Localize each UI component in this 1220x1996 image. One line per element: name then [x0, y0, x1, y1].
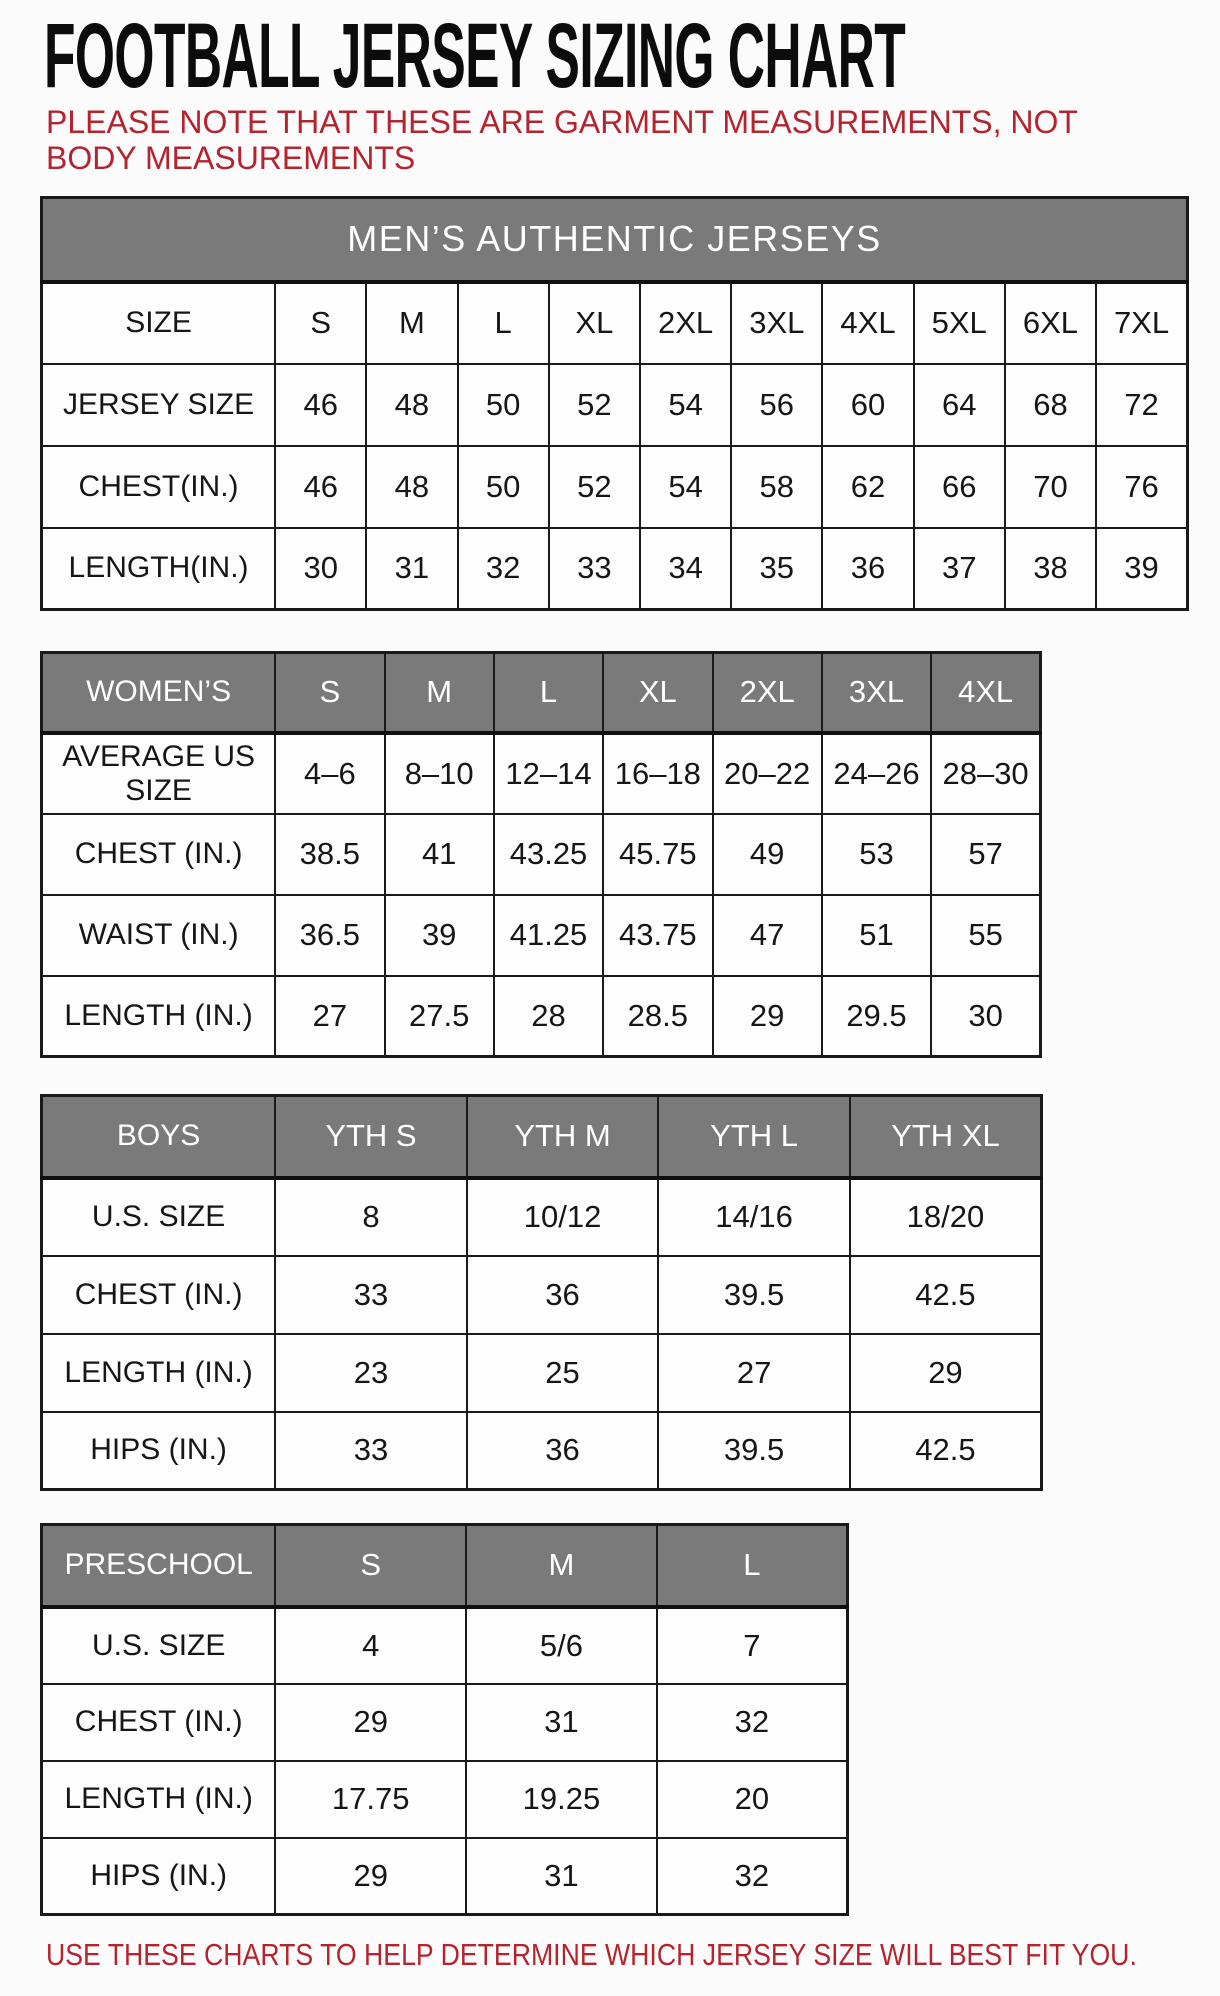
mens-row [42, 528, 1188, 610]
womens-data-cell: 29.5 [822, 976, 931, 1057]
womens-sizing-table [40, 651, 1042, 1058]
preschool-header-cell: L [657, 1525, 848, 1607]
page-title-text: FOOTBALL JERSEY SIZING CHART [44, 5, 906, 107]
preschool-data-cell: 19.25 [466, 1761, 657, 1838]
boys-row-label: CHEST (IN.) [42, 1256, 276, 1334]
preschool-header-cell: S [275, 1525, 466, 1607]
womens-data-cell: 45.75 [603, 814, 712, 895]
preschool-data-cell: 17.75 [275, 1761, 466, 1838]
preschool-header-row [42, 1525, 848, 1607]
preschool-data-cell: 7 [657, 1607, 848, 1684]
preschool-row [42, 1761, 848, 1838]
mens-data-cell: 52 [549, 446, 640, 528]
mens-data-cell: 31 [366, 528, 457, 610]
mens-data-cell: 5XL [914, 282, 1005, 364]
mens-data-cell: 4XL [822, 282, 913, 364]
mens-data-cell: 46 [275, 364, 366, 446]
mens-data-cell: 52 [549, 364, 640, 446]
boys-data-cell: 27 [658, 1334, 850, 1412]
mens-banner-title: MEN’S AUTHENTIC JERSEYS [42, 198, 1188, 282]
womens-header-cell: M [385, 653, 494, 733]
mens-data-cell: S [275, 282, 366, 364]
preschool-data-cell: 4 [275, 1607, 466, 1684]
mens-row-label: SIZE [42, 282, 276, 364]
womens-data-cell: 36.5 [275, 895, 384, 976]
boys-row-label: U.S. SIZE [42, 1178, 276, 1256]
womens-data-cell: 28–30 [931, 733, 1040, 814]
preschool-data-cell: 32 [657, 1684, 848, 1761]
mens-data-cell: 62 [822, 446, 913, 528]
boys-row-label: HIPS (IN.) [42, 1412, 276, 1490]
preschool-data-cell: 20 [657, 1761, 848, 1838]
mens-row [42, 282, 1188, 364]
womens-data-cell: 16–18 [603, 733, 712, 814]
mens-row-label: JERSEY SIZE [42, 364, 276, 446]
womens-header-cell: L [494, 653, 603, 733]
mens-data-cell: 39 [1096, 528, 1187, 610]
womens-data-cell: 39 [385, 895, 494, 976]
boys-data-cell: 29 [850, 1334, 1042, 1412]
mens-data-cell: 58 [731, 446, 822, 528]
womens-data-cell: 30 [931, 976, 1040, 1057]
mens-data-cell: 38 [1005, 528, 1096, 610]
boys-data-cell: 25 [467, 1334, 659, 1412]
womens-data-cell: 55 [931, 895, 1040, 976]
preschool-row-label: HIPS (IN.) [42, 1838, 276, 1915]
boys-row [42, 1178, 1042, 1256]
womens-data-cell: 27 [275, 976, 384, 1057]
mens-data-cell: 48 [366, 446, 457, 528]
preschool-row [42, 1838, 848, 1915]
boys-header-label: BOYS [42, 1096, 276, 1178]
preschool-header-label: PRESCHOOL [42, 1525, 276, 1607]
mens-data-cell: 50 [458, 364, 549, 446]
preschool-data-cell: 29 [275, 1838, 466, 1915]
womens-header-cell: 2XL [713, 653, 822, 733]
mens-row-label: LENGTH(IN.) [42, 528, 276, 610]
boys-row [42, 1412, 1042, 1490]
preschool-sizing-table [40, 1523, 849, 1916]
boys-data-cell: 36 [467, 1256, 659, 1334]
mens-data-cell: 33 [549, 528, 640, 610]
womens-data-cell: 28.5 [603, 976, 712, 1057]
womens-data-cell: 20–22 [713, 733, 822, 814]
womens-data-cell: 29 [713, 976, 822, 1057]
mens-data-cell: 30 [275, 528, 366, 610]
womens-data-cell: 49 [713, 814, 822, 895]
boys-header-cell: YTH M [467, 1096, 659, 1178]
womens-data-cell: 38.5 [275, 814, 384, 895]
womens-row-label: CHEST (IN.) [42, 814, 276, 895]
preschool-data-cell: 5/6 [466, 1607, 657, 1684]
womens-row [42, 895, 1041, 976]
mens-row-label: CHEST(IN.) [42, 446, 276, 528]
boys-header-row [42, 1096, 1042, 1178]
mens-data-cell: 68 [1005, 364, 1096, 446]
mens-data-cell: XL [549, 282, 640, 364]
womens-header-cell: 4XL [931, 653, 1040, 733]
womens-row-label: AVERAGE US SIZE [42, 733, 276, 814]
footer-note [46, 1938, 1220, 1972]
boys-data-cell: 14/16 [658, 1178, 850, 1256]
mens-data-cell: 70 [1005, 446, 1096, 528]
mens-row [42, 364, 1188, 446]
boys-header-cell: YTH XL [850, 1096, 1042, 1178]
mens-data-cell: 3XL [731, 282, 822, 364]
womens-data-cell: 24–26 [822, 733, 931, 814]
mens-data-cell: 72 [1096, 364, 1187, 446]
mens-data-cell: 60 [822, 364, 913, 446]
preschool-data-cell: 31 [466, 1838, 657, 1915]
womens-data-cell: 47 [713, 895, 822, 976]
preschool-row-label: CHEST (IN.) [42, 1684, 276, 1761]
womens-data-cell: 4–6 [275, 733, 384, 814]
preschool-row-label: LENGTH (IN.) [42, 1761, 276, 1838]
boys-data-cell: 33 [275, 1412, 467, 1490]
boys-data-cell: 36 [467, 1412, 659, 1490]
boys-data-cell: 42.5 [850, 1256, 1042, 1334]
womens-data-cell: 51 [822, 895, 931, 976]
boys-header-cell: YTH L [658, 1096, 850, 1178]
mens-data-cell: 36 [822, 528, 913, 610]
mens-data-cell: 6XL [1005, 282, 1096, 364]
womens-header-label: WOMEN’S [42, 653, 276, 733]
boys-data-cell: 42.5 [850, 1412, 1042, 1490]
mens-data-cell: 35 [731, 528, 822, 610]
mens-data-cell: 32 [458, 528, 549, 610]
womens-row [42, 976, 1041, 1057]
footer-note-text: USE THESE CHARTS TO HELP DETERMINE WHICH JERSEY SIZE WILL BEST FIT YOU. [46, 1937, 1137, 1972]
womens-data-cell: 53 [822, 814, 931, 895]
page-title [44, 5, 1220, 107]
boys-row [42, 1334, 1042, 1412]
mens-data-cell: 48 [366, 364, 457, 446]
preschool-header-cell: M [466, 1525, 657, 1607]
boys-sizing-table [40, 1094, 1043, 1491]
boys-data-cell: 39.5 [658, 1412, 850, 1490]
womens-data-cell: 57 [931, 814, 1040, 895]
womens-data-cell: 41 [385, 814, 494, 895]
preschool-data-cell: 32 [657, 1838, 848, 1915]
mens-row [42, 446, 1188, 528]
boys-row [42, 1256, 1042, 1334]
womens-data-cell: 8–10 [385, 733, 494, 814]
mens-data-cell: 54 [640, 364, 731, 446]
womens-data-cell: 27.5 [385, 976, 494, 1057]
womens-data-cell: 12–14 [494, 733, 603, 814]
womens-row [42, 733, 1041, 814]
mens-data-cell: M [366, 282, 457, 364]
mens-banner-row [42, 198, 1188, 282]
womens-data-cell: 43.25 [494, 814, 603, 895]
mens-data-cell: 66 [914, 446, 1005, 528]
mens-data-cell: L [458, 282, 549, 364]
boys-data-cell: 33 [275, 1256, 467, 1334]
boys-data-cell: 23 [275, 1334, 467, 1412]
mens-data-cell: 2XL [640, 282, 731, 364]
boys-data-cell: 18/20 [850, 1178, 1042, 1256]
womens-data-cell: 43.75 [603, 895, 712, 976]
preschool-row [42, 1607, 848, 1684]
womens-header-row [42, 653, 1041, 733]
boys-data-cell: 10/12 [467, 1178, 659, 1256]
mens-sizing-table [40, 196, 1189, 611]
preschool-row-label: U.S. SIZE [42, 1607, 276, 1684]
mens-data-cell: 50 [458, 446, 549, 528]
womens-data-cell: 28 [494, 976, 603, 1057]
mens-data-cell: 37 [914, 528, 1005, 610]
mens-data-cell: 56 [731, 364, 822, 446]
garment-measurement-note: PLEASE NOTE THAT THESE ARE GARMENT MEASUREMENTS, NOT BODY MEASUREMENTS [46, 104, 1078, 176]
womens-header-cell: S [275, 653, 384, 733]
womens-row [42, 814, 1041, 895]
preschool-data-cell: 29 [275, 1684, 466, 1761]
boys-header-cell: YTH S [275, 1096, 467, 1178]
mens-data-cell: 7XL [1096, 282, 1187, 364]
womens-row-label: LENGTH (IN.) [42, 976, 276, 1057]
womens-header-cell: 3XL [822, 653, 931, 733]
sizing-chart-page [0, 5, 1220, 1972]
mens-data-cell: 64 [914, 364, 1005, 446]
boys-data-cell: 8 [275, 1178, 467, 1256]
womens-header-cell: XL [603, 653, 712, 733]
mens-data-cell: 76 [1096, 446, 1187, 528]
mens-data-cell: 34 [640, 528, 731, 610]
boys-data-cell: 39.5 [658, 1256, 850, 1334]
womens-data-cell: 41.25 [494, 895, 603, 976]
boys-row-label: LENGTH (IN.) [42, 1334, 276, 1412]
mens-data-cell: 46 [275, 446, 366, 528]
preschool-row [42, 1684, 848, 1761]
preschool-data-cell: 31 [466, 1684, 657, 1761]
womens-row-label: WAIST (IN.) [42, 895, 276, 976]
mens-data-cell: 54 [640, 446, 731, 528]
